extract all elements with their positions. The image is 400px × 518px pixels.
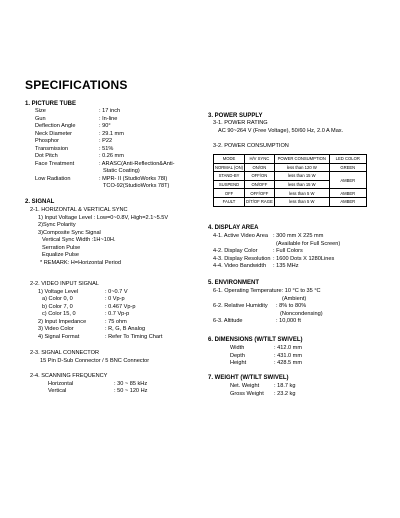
spec-row [213,303,307,310]
spec-key: 3) Video Color [38,326,74,332]
spec-value: : 0~0.7 V [105,288,128,295]
spec-row [35,145,114,153]
spec-key: 2)Sync Polarity [38,222,76,228]
spec-row [35,130,124,138]
spec-value: : P22 [99,138,113,144]
power-consumption-heading: 3-2. POWER CONSUMPTION [213,143,289,149]
table-cell: less than 120 W [274,163,329,172]
spec-row [213,318,301,325]
section-display-area-heading: 4. DISPLAY AREA [208,225,259,231]
page-title: SPECIFICATIONS [25,78,128,92]
table-cell: less than 15 W [274,172,329,181]
spec-row [230,360,302,367]
spec-value: : 428.5 mm [274,360,302,366]
section-power-supply-heading: 3. POWER SUPPLY [208,113,263,119]
spec-value: : 135 MHz [273,263,299,269]
spec-key: Size [35,108,46,114]
spec-value: : 0.467 Vp-p [105,303,136,310]
table-cell: SUSPEND [214,180,245,189]
table-header-row [214,155,367,164]
spec-row [35,160,175,168]
power-rating-line: AC 90~264 V (Free Voltage), 50/60 Hz, 2.0 A Max. [218,127,344,134]
spec-row [48,380,148,388]
spec-row [38,318,127,326]
spec-value: : 51% [99,145,114,152]
spec-key: Vertical [48,388,67,394]
spec-value: : 90° [99,123,111,129]
spec-value: TCO-92(StudioWorks 78T) [103,183,170,189]
table-header-cell: POWER CONSUMPTION [274,155,329,164]
spec-key: 1) Voltage Level [38,288,79,295]
spec-key: 4) Signal Format [38,333,80,340]
spec-value: : Refer To Timing Chart [105,333,163,340]
spec-row [35,123,111,130]
table-cell: OFF/ON [245,172,275,181]
spec-value: Static Coating) [103,168,140,174]
sync-line [38,222,76,229]
spec-key: Face Treatment [35,160,75,167]
table-cell: AMBER [329,197,366,206]
spec-row [213,255,335,263]
spec-row [38,326,146,333]
spec-row [213,248,303,255]
spec-value: : 29.1 mm [99,130,124,137]
power-consumption-table [213,154,367,207]
spec-value: : MPR- II (StudioWorks 78I) [99,175,168,182]
section-signal-heading: 2. SIGNAL [25,199,55,205]
sync-line [42,252,79,259]
spec-value: : 23.2 kg [274,390,296,397]
spec-value: (Noncondensing) [280,310,323,317]
spec-value: : 10,000 ft [276,318,301,324]
spec-value: : Full Colors [273,248,303,254]
spec-value: : 8% to 80% [276,303,307,309]
spec-key: Transmission [35,145,69,152]
spec-row [213,233,324,240]
spec-key: Neck Diameter [35,130,72,137]
spec-key: Height [230,360,247,366]
spec-key: 6-3. Altitude [213,318,243,324]
spec-value: : ARASC(Anti-Reflection&Anti- [99,160,175,167]
scanning-heading: 2-4. SCANNING FREQUENCY [30,373,108,379]
spec-key: Depth [230,352,245,359]
table-cell: NORMAL (ON) [215,164,243,170]
table-header-cell: H/V SYNC [245,155,275,164]
spec-key: Net. Weight [230,383,260,389]
spec-row [230,390,296,398]
section-dimensions-heading: 6. DIMENSIONS (W/TILT SWIVEL) [208,337,303,343]
spec-key: Gun [35,115,46,122]
connector-line: 15 Pin D-Sub Connector / 5 BNC Connector [40,357,150,364]
spec-key: 6-2. Relative Humidity [213,303,268,309]
spec-row [35,108,121,115]
spec-key: Deflection Angle [35,123,76,129]
spec-value: : 412.0 mm [274,345,302,351]
table-cell: less than 15 W [274,180,329,189]
table-cell: less than 5 W [274,189,329,198]
table-cell: FAULT [214,197,245,206]
table-cell: AMBER [329,172,366,189]
connector-heading: 2-3. SIGNAL CONNECTOR [30,350,100,356]
spec-value: : 300 mm X 225 mm [273,233,324,239]
spec-row [230,352,302,360]
spec-value: : 50 ~ 120 Hz [114,388,148,394]
spec-value: : 17 inch [99,108,121,114]
spec-row [230,345,302,352]
spec-value: : 431.0 mm [274,352,302,359]
sync-line: Vertical Sync Width :1H~10H. [42,237,116,243]
spec-row [42,303,136,311]
spec-key: a) Color 0, 0 [42,296,73,302]
spec-value: : 0 Vp-p [105,296,125,302]
spec-value: : 0.26 mm [99,153,124,159]
spec-key: Gross Weight [230,390,264,397]
section-picture-tube-heading: 1. PICTURE TUBE [25,101,77,107]
table-row [214,163,367,172]
sync-line: * REMARK: H=Horizontal Period [40,259,121,266]
spec-row [230,383,296,390]
spec-key: 2) Input Impedance [38,318,87,325]
spec-value: (Ambient) [282,295,307,302]
table-header-cell: LED COLOR [329,155,366,164]
sync-heading: 2-1. HORIZONTAL & VERTICAL SYNC [30,207,128,213]
spec-value: : 1600 Dots X 1280Lines [273,255,335,262]
spec-key: b) Color 7, 0 [42,303,73,310]
spec-key: c) Color 15, 0 [42,311,76,317]
power-rating-heading: 3-1. POWER RATING [213,120,268,126]
spec-key: 4-4. Video Bandwidth [213,263,267,269]
table-cell: OFF/OFF [245,189,275,198]
spec-key: Low Radiation [35,175,71,182]
table-row [214,197,367,206]
spec-value: : R, G, B Analog [105,326,146,332]
spec-key: Equalize Pulse [42,252,80,258]
sync-line [42,245,80,252]
table-cell: STAND-BY [214,172,245,181]
table-row [214,172,367,181]
spec-key: Horizontal [48,380,74,387]
table-cell: ON/ON [245,163,275,172]
spec-row [35,115,118,123]
table-cell: less than 5 W [274,197,329,206]
spec-row [213,263,299,270]
spec-key: Width [230,345,245,351]
spec-value: : In-line [99,115,118,122]
spec-row [38,288,128,296]
spec-value: : 18.7 kg [274,383,296,389]
table-row [214,189,367,198]
spec-value: : 75 ohm [105,318,127,325]
spec-row [42,311,130,318]
spec-key: Phosphor [35,138,59,144]
spec-row [35,138,113,145]
spec-row [38,333,163,341]
table-cell: ON/OFF [245,180,275,189]
video-heading: 2-2. VIDEO INPUT SIGNAL [30,281,99,287]
spec-key: 6-1. Operating Temperature: 10 °C to 35 °C [213,288,321,294]
table-cell: D/T/OF RAGE [246,199,273,205]
table-cell: AMBER [329,189,366,198]
spec-value: : 30 ~ 85 kHz [114,380,148,387]
table-cell: OFF [214,189,245,198]
spec-key: 4-2. Display Color [213,248,258,254]
spec-key: 4-1. Active Video Area [213,233,268,239]
spec-row [35,175,168,183]
spec-key: 4-3. Display Resolution [213,255,271,262]
spec-key: Dot Pitch [35,153,58,159]
spec-row [48,388,148,395]
spec-row [35,153,124,160]
table-cell: GREEN [329,163,366,172]
table-header-cell: MODE [214,155,245,164]
section-weight-heading: 7. WEIGHT (W/TILT SWIVEL) [208,375,289,381]
sync-line: 1) Input Voltage Level : Low=0~0.8V, High=2.1~5.5V [38,214,169,221]
spec-row [42,296,125,303]
section-environment-heading: 5. ENVIRONMENT [208,280,260,286]
sync-line: 3)Composite Sync Signal [38,229,101,236]
spec-key: Serration Pulse [42,244,81,251]
spec-value: (Available for Full Screen) [276,240,341,247]
spec-value: : 0.7 Vp-p [105,311,130,317]
spec-row [213,288,321,295]
